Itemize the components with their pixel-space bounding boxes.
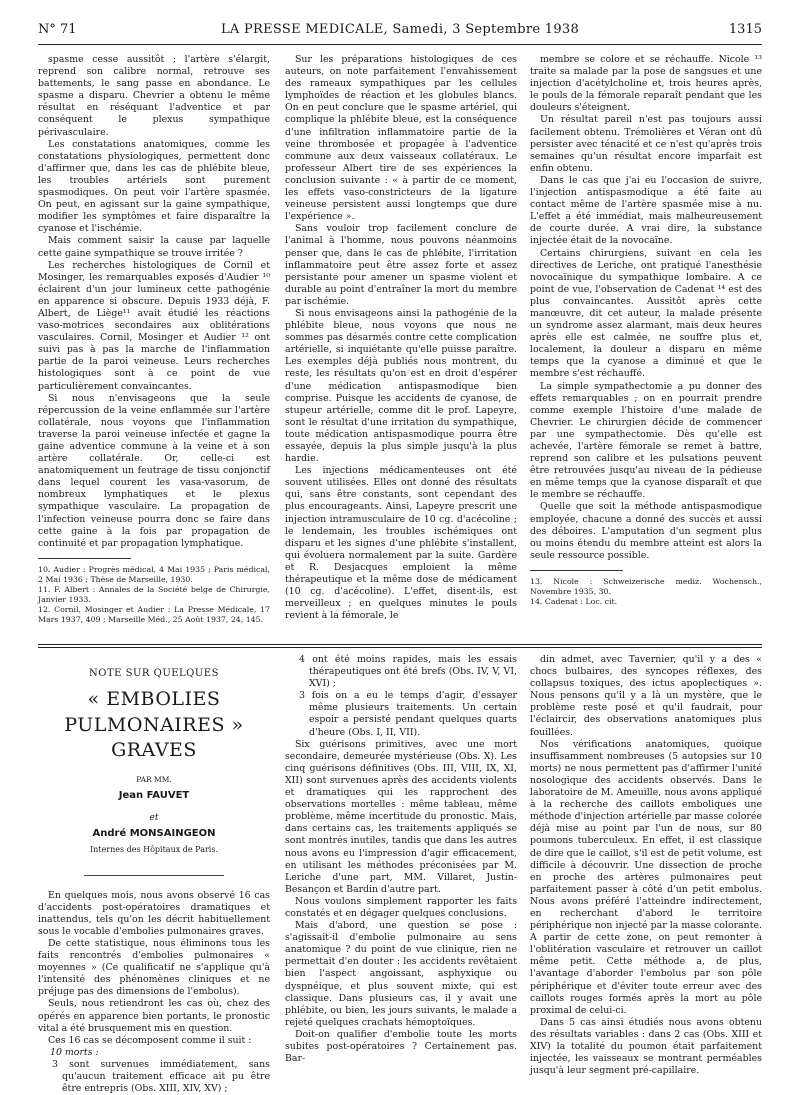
footnote-rule	[38, 558, 131, 559]
paragraph: Doit-on qualifier d'embolie toute les morts subites post-opératoires ? Certainement pas. Bar-	[285, 1028, 517, 1065]
footnote: 14. Cadenat : Loc. cit.	[530, 596, 618, 606]
paragraph: Dans le cas que j'ai eu l'occasion de suivre, l'injection antispasmodique a été faite au contact même de l'artère spasmée mise à nu. L'effet a été immédiat, mais malheureusement de courte durée. A vrai dire, la substance injectée était de la novocaïne.	[530, 174, 762, 247]
byline-par: PAR MM.	[136, 775, 172, 785]
paragraph: Sur les préparations histologiques de ces auteurs, on note parfaitement l'envahissement des rameaux sympathiques par les cellules lymphoïdes de réaction et les globules blancs. On en peut conclure que le spasme artériel, qui complique la phlébite bleue, est la conséquence d'une infiltration inflammatoire partie de la veine thrombosée et propagée à l'adventice commune aux deux vaisseaux collatéraux. Le professeur Albert tire de ses expériences la conclusion suivante : « à partir de ce moment, les effets vaso-constricteurs de la ligature veineuse persistent aussi longtemps que dure l'expérience ».	[285, 54, 517, 223]
paragraph: De cette statistique, nous éliminons tous les faits rencontrés d'embolies pulmonaires « moyennes » (Ce qualificatif ne s'applique qu'à l'intensité des phénomènes cliniques et ne préjuge pas des dimensions de l'embolus).	[38, 937, 270, 998]
footnote: 10. Audier : Progrès médical, 4 Mai 1935 ; Paris médical, 2 Mai 1936 ; Thèse de Marseille, 1930.	[38, 564, 270, 584]
upper-column-3	[530, 54, 762, 607]
page-number: 1315	[728, 22, 762, 37]
paragraph: Un résultat pareil n'est pas toujours aussi facilement obtenu. Trémolières et Véran ont dû persister avec ténacité et ce n'est qu'après trois semaines qu'un résultat encore imparfait est enfin obtenu.	[530, 114, 762, 174]
observation-list-b	[285, 654, 517, 739]
article-title-line-2: GRAVES	[111, 739, 197, 762]
footnote: 11. F. Albert : Annales de la Société belge de Chirurgie, Janvier 1933.	[38, 584, 270, 604]
paragraph: Ces 16 cas se décomposent comme il suit :	[48, 1034, 252, 1046]
paragraph: Mais comment saisir la cause par laquelle cette gaine sympathique se trouve irritée ?	[38, 235, 270, 259]
paragraph: Si nous envisageons ainsi la pathogénie de la phlébite bleue, nous voyons que nous ne sommes pas désarmés contre cette complication artérielle, si inquiétante qu'elle puisse paraître. Les exemples déjà publiés nous montrent, du reste, les résultats qu'on est en droit d'espérer d'une médication antispasmodique bien comprise. Puisque les accidents de cyanose, de stupeur artérielle, comme dit le prof. Lapeyre, sont le résultat d'une irritation du sympathique, toute médication antispasmodique pourra être essayée, depuis la plus simple jusqu'à la plus hardie.	[285, 307, 517, 465]
deaths-label: 10 morts :	[50, 1046, 99, 1058]
header-rule	[38, 44, 762, 45]
byline-et: et	[149, 813, 159, 824]
paragraph: Seuls, nous retiendront les cas où, chez des opérés en apparence bien portants, le pronostic vital a été brusquement mis en question.	[38, 998, 270, 1034]
paragraph: Si nous n'envisageons que la seule répercussion de la veine enflammée sur l'artère collatérale, nous voyons que l'inflammation traverse la paroi veineuse infectée et gagne la gaine adventice commune à la veine et à son artère collatérale. Or, celle-ci est anatomiquement un feutrage de tissu conjonctif dans lequel courent les vasa-vasorum, de nombreux lymphatiques et le plexus sympathique vasculaire. La propagation de l'infection veineuse pourra donc se faire dans cette gaine à la fois par propagation de continuité et par propagation lymphatique.	[38, 392, 270, 549]
article-column-1	[38, 662, 270, 1095]
paragraph: La simple sympathectomie a pu donner des effets remarquables ; on en pourrait prendre comme exemple l'histoire d'une malade de Chevrier. Le chirurgien décide de commencer par une sympathectomie. Dès qu'elle est achevée, l'artère fémorale se remet à battre, reprend son calibre et les pulsations peuvent être retrouvées jusqu'au niveau de la pédieuse en même temps que la cyanose disparaît et que le membre se réchauffe.	[530, 380, 762, 501]
issue-number: N° 71	[38, 22, 77, 37]
article-column-2	[285, 654, 517, 1065]
observation-item: 3 fois on a eu le temps d'agir, d'essayer même plusieurs traitements. Un certain espoir a persisté pendant quelques quarts d'heure (Obs. I, II, VII).	[299, 690, 517, 738]
footnote-rule	[530, 570, 623, 571]
article-title-block	[38, 668, 270, 876]
upper-column-2	[285, 54, 517, 622]
running-header	[38, 22, 762, 42]
section-rule-2	[38, 647, 762, 648]
paragraph: Quelle que soit la méthode antispasmodique employée, chacune a donné des succès et aussi des déboires. L'amputation d'un segment plus ou moins étendu du membre atteint est alors la seule ressource possible.	[530, 501, 762, 561]
paragraph: Nos vérifications anatomiques, quoique insuffisamment nombreuses (5 autopsies sur 10 morts) ne nous permettent pas d'affirmer l'unité nosologique des accidents observés. Dans le laboratoire de M. Ameuille, nous avons appliqué à la recherche des caillots emboliques une méthode d'injection artérielle par masse colorée déjà mise au point par l'un de nous, sur 80 poumons tuberculeux. En effet, il est classique de dire que le caillot, s'il est de petit volume, est difficile à découvrir. Une dissection de proche en proche des artères pulmonaires peut parfaitement passer à côté d'un petit embolus. Nous avons préféré l'atteindre indirectement, en recherchant d'abord le territoire périphérique non injecté par la masse colorante. A partir de cette zone, on peut remonter à l'oblitération vasculaire et retrouver un caillot même petit. Cette méthode a, de plus, l'avantage d'aborder l'embolus par son pôle périphérique et d'éviter toute erreur avec des caillots rouges formés après la mort au pôle proximal de celui-ci.	[530, 738, 762, 1016]
article-title: « EMBOLIES PULMONAIRES »	[64, 688, 244, 737]
paragraph: Les recherches histologiques de Cornil et Mosinger, les remarquables exposés d'Audier ¹⁰ éclairent d'un jour lumineux cette pathogénie en apparence si obscure. Depuis 1933 déjà, F. Albert, de Liège¹¹ avait étudié les réactions vaso-motrices secondaires aux oblitérations vasculaires. Cornil, Mosinger et Audier ¹² ont suivi pas à pas la marche de l'inflammation partie de la paroi veineuse. Leurs recherches histologiques sont à ce point de vue particulièrement convaincantes.	[38, 259, 270, 392]
paragraph: membre se colore et se réchauffe. Nicole ¹³ traite sa malade par la pose de sangsues et une injection d'acétylcholine et, trois heures après, le pouls de la fémorale reparaît pendant que les douleurs s'éteignent.	[530, 54, 762, 114]
paragraph: din admet, avec Tavernier, qu'il y a des « chocs bulbaires, des syncopes réflexes, des collapsus toxiques, des ictus apoplectiques ». Nous pensons qu'il y a là un mystère, que le problème reste posé et qu'il faudrait, pour l'éclaircir, des observations anatomiques plus fouillées.	[530, 654, 762, 738]
paragraph: Les injections médicamenteuses ont été souvent utilisées. Elles ont donné des résultats qui, sans être constants, sont cependant des plus encourageants. Ainsi, Lapeyre prescrit une injection intramusculaire de 10 cg. d'acécoline ; le lendemain, les troubles ischémiques ont disparu et les signes d'une phlébite s'installent, qui évoluera normalement par la suite. Gardère et R. Desjacques emploient la même thérapeutique et la même dose de médicament (10 cg. d'acécoline). L'effet, disent-ils, est merveilleux ; en quelques minutes le pouls revient à la fémorale, le	[285, 465, 517, 622]
paragraph: Six guérisons primitives, avec une mort secondaire, demeurée mystérieuse (Obs. X). Les cinq guérisons définitives (Obs. III, VIII, IX, XI, XII) sont survenues après des accidents violents et dramatiques qui les rapprochent des observations mortelles : même tableau, même problème, même incertitude du pronostic. Mais, dans certains cas, les traitements appliqués se sont montrés inutiles, tandis que dans les autres nous avons eu l'impression d'agir efficacement, en utilisant les méthodes préconisées par M. Leriche d'une part, MM. Villaret, Justin-Besançon et Bardin d'autre part.	[285, 738, 517, 895]
section-rule	[38, 644, 762, 645]
paragraph: Certains chirurgiens, suivant en cela les directives de Leriche, ont pratiqué l'anesthésie novocaïnique du sympathique lombaire. A ce point de vue, l'observation de Cadenat ¹⁴ est des plus convaincantes. Aussitôt après cette manœuvre, dit cet auteur, la malade présente un syndrome assez alarmant, mais deux heures après elle est calmée, ne souffre plus et, localement, la douleur a disparu en même temps que la cyanose a diminué et que le membre s'est réchauffé.	[530, 247, 762, 380]
upper-column-1	[38, 54, 270, 625]
author-1: Jean FAUVET	[118, 790, 190, 802]
paragraph: Mais d'abord, une question se pose : s'agissait-il d'embolie pulmonaire au sens anatomique ? du point de vue clinique, rien ne permettait d'en douter : les accidents revêtaient bien l'aspect angoissant, asphyxique ou dyspnéique, et plus souvent mixte, qui est classique. Dans plusieurs cas, il y avait une phlébite, ou bien, les jours suivants, le malade a rejeté quelques crachats hémoptoïques.	[285, 920, 517, 1028]
author-affiliation: Internes des Hôpitaux de Paris.	[89, 845, 218, 855]
author-2: André MONSAINGEON	[92, 828, 216, 840]
footnote: 12. Cornil, Mosinger et Audier : La Presse Médicale, 17 Mars 1937, 409 ; Marseille Méd., 25 Août 1937, 24, 145.	[38, 604, 270, 624]
paragraph: spasme cesse aussitôt ; l'artère s'élargit, reprend son calibre normal, retrouve ses battements, le sang passe en abondance. Le spasme a disparu. Chevrier a obtenu le même résultat en réséquant l'adventice et par conséquent le plexus sympathique périvasculaire.	[38, 54, 270, 138]
article-column-1-text	[38, 890, 270, 1047]
observation-list-a	[38, 1059, 270, 1095]
article-column-2-text	[285, 739, 517, 1066]
article-column-3	[530, 654, 762, 1077]
running-title: LA PRESSE MEDICALE, Samedi, 3 Septembre 1938	[220, 22, 580, 37]
title-separator	[84, 875, 223, 876]
paragraph: Dans 5 cas ainsi étudiés nous avons obtenu des résultats variables : dans 2 cas (Obs. XIII et XIV) la totalité du poumon était parfaitement injectée, les vaisseaux se montrant perméables jusqu'à leur segment pré-capillaire.	[530, 1016, 762, 1077]
observation-item: 4 ont été moins rapides, mais les essais thérapeutiques ont été brefs (Obs. IV, V, VI, XVI) ;	[299, 654, 517, 690]
paragraph: Nous voulons simplement rapporter les faits constatés et en dégager quelques conclusions.	[285, 895, 517, 919]
paragraph: Les constatations anatomiques, comme les constatations physiologiques, permettent donc d'affirmer que, dans les cas de phlébite bleue, les troubles artériels sont purement spasmodiques. On peut voir l'artère spasmée. On peut, en agissant sur la gaine sympathique, modifier les symptômes et faire disparaître la cyanose et l'ischémie.	[38, 138, 270, 235]
paragraph: En quelques mois, nous avons observé 16 cas d'accidents post-opératoires dramatiques et inattendus, tels qu'on les décrit habituellement sous le vocable d'embolies pulmonaires graves.	[38, 889, 270, 937]
article-kicker: NOTE SUR QUELQUES	[89, 668, 219, 679]
paragraph: Sans vouloir trop facilement conclure de l'animal à l'homme, nous pouvons néanmoins penser que, dans le cas de phlébite, l'irritation inflammatoire peut être assez forte et assez persistante pour amener un spasme violent et durable au point d'entraîner la mort du membre par ischémie.	[285, 223, 517, 307]
footnote: 13. Nicole : Schweizerische mediz. Wochensch., Novembre 1935, 30.	[530, 576, 762, 596]
observation-item: 3 sont survenues immédiatement, sans qu'aucun traitement efficace ait pu être être entrepris (Obs. XIII, XIV, XV) ;	[52, 1058, 270, 1095]
